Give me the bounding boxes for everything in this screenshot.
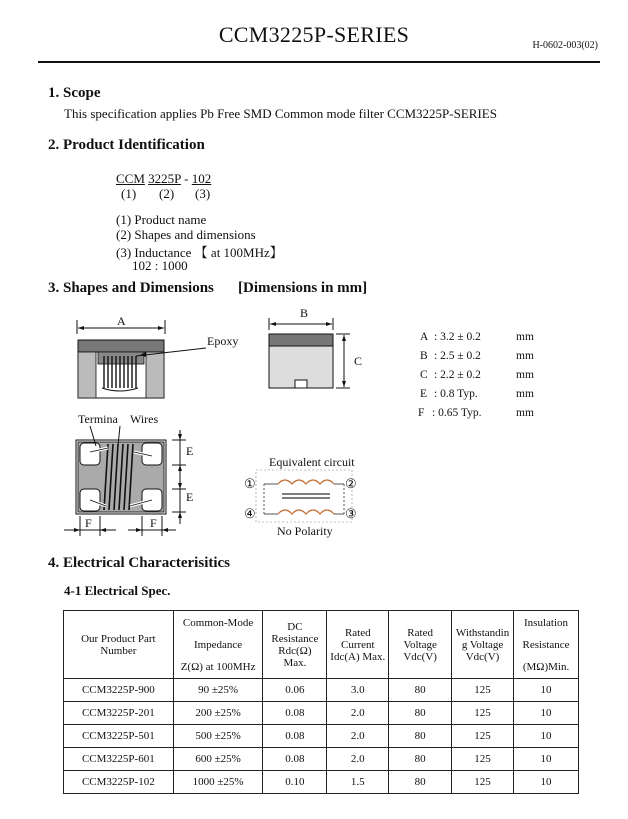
dimension-unit: mm	[516, 407, 534, 419]
cell-impedance: 600 ±25%	[173, 748, 263, 771]
label-f-right: F	[150, 516, 157, 530]
column-header-rated-voltage: Rated Voltage Vdc(V)	[389, 611, 452, 679]
cell-dc-resistance: 0.10	[263, 771, 327, 794]
scope-heading: 1. Scope	[48, 85, 101, 101]
code-separator: -	[184, 171, 189, 186]
cell-part-number: CCM3225P-201	[64, 702, 174, 725]
cell-dc-resistance: 0.08	[263, 725, 327, 748]
cell-insulation-resistance: 10	[514, 702, 579, 725]
cell-rated-current: 1.5	[327, 771, 389, 794]
legend-example: 102 : 1000	[132, 258, 188, 273]
column-header-impedance: Common-Mode Impedance Z(Ω) at 100MHz	[173, 611, 263, 679]
cell-rated-current: 2.0	[327, 702, 389, 725]
equivalent-circuit-drawing	[256, 470, 352, 522]
cell-withstanding-voltage: 125	[452, 748, 514, 771]
table-row	[64, 725, 579, 748]
label-equivalent-circuit: Equivalent circuit	[269, 455, 355, 469]
label-wires: Wires	[130, 412, 159, 426]
table-header-row	[64, 611, 579, 679]
cell-impedance: 200 ±25%	[173, 702, 263, 725]
electrical-spec-table	[63, 610, 579, 794]
label-terminal: Termina	[78, 412, 118, 426]
cell-impedance: 1000 ±25%	[173, 771, 263, 794]
dimension-row	[418, 407, 578, 426]
cell-withstanding-voltage: 125	[452, 702, 514, 725]
cell-dc-resistance: 0.08	[263, 702, 327, 725]
column-header-dc-resistance: DC Resistance Rdc(Ω) Max.	[263, 611, 327, 679]
dimension-unit: mm	[516, 388, 534, 400]
cell-withstanding-voltage: 125	[452, 771, 514, 794]
cell-insulation-resistance: 10	[514, 748, 579, 771]
table-row	[64, 679, 579, 702]
dimension-label: C	[420, 369, 428, 381]
shapes-heading: 3. Shapes and Dimensions	[48, 280, 214, 296]
cell-part-number: CCM3225P-900	[64, 679, 174, 702]
dimension-row	[418, 331, 578, 350]
pin-1-label: ①	[244, 476, 256, 491]
cell-rated-voltage: 80	[389, 771, 452, 794]
cell-impedance: 90 ±25%	[173, 679, 263, 702]
dimension-unit: mm	[516, 331, 534, 343]
column-header-part-number: Our Product Part Number	[64, 611, 174, 679]
cell-rated-voltage: 80	[389, 725, 452, 748]
dimension-label: E	[420, 388, 428, 400]
dimension-list	[418, 331, 578, 426]
code-part-shape: 3225P	[148, 171, 181, 186]
dimension-value: : 0.8 Typ.	[434, 388, 478, 400]
label-f-left: F	[85, 516, 92, 530]
code-index-1: (1)	[121, 186, 137, 201]
cell-part-number: CCM3225P-601	[64, 748, 174, 771]
label-c: C	[354, 354, 363, 368]
label-e-bottom: E	[186, 490, 194, 504]
shapes-unit-note: [Dimensions in mm]	[238, 280, 368, 296]
side-view-drawing	[77, 320, 206, 398]
cell-withstanding-voltage: 125	[452, 679, 514, 702]
code-index-2: (2)	[159, 186, 175, 201]
product-id-heading: 2. Product Identification	[48, 137, 205, 153]
dimension-value: : 2.5 ± 0.2	[434, 350, 481, 362]
dimension-label: F	[418, 407, 425, 419]
document-title: CCM3225P-SERIES	[218, 22, 410, 47]
bottom-view-drawing	[64, 426, 186, 536]
cell-rated-voltage: 80	[389, 748, 452, 771]
cell-part-number: CCM3225P-102	[64, 771, 174, 794]
label-e-top: E	[186, 444, 194, 458]
cell-part-number: CCM3225P-501	[64, 725, 174, 748]
column-header-withstanding-voltage: Withstandin g Voltage Vdc(V)	[452, 611, 514, 679]
dimension-value: : 0.65 Typ.	[432, 407, 482, 419]
document-number: H-0602-003(02)	[532, 40, 598, 51]
pin-3-label: ③	[345, 506, 357, 521]
cell-insulation-resistance: 10	[514, 679, 579, 702]
dimension-row	[418, 369, 578, 388]
cell-rated-current: 2.0	[327, 748, 389, 771]
code-part-name: CCM	[116, 171, 145, 186]
column-header-rated-current: Rated Current Idc(A) Max.	[327, 611, 389, 679]
cell-impedance: 500 ±25%	[173, 725, 263, 748]
cell-rated-current: 3.0	[327, 679, 389, 702]
dimension-row	[418, 350, 578, 369]
column-header-insulation-resistance: Insulation Resistance (MΩ)Min.	[514, 611, 579, 679]
code-part-inductance: 102	[191, 171, 212, 186]
dimension-label: A	[420, 331, 429, 343]
code-index-3: (3)	[195, 186, 211, 201]
legend-item-1: (1) Product name	[116, 212, 207, 227]
table-row	[64, 702, 579, 725]
table-row	[64, 748, 579, 771]
dimension-unit: mm	[516, 369, 534, 381]
table-row	[64, 771, 579, 794]
cell-insulation-resistance: 10	[514, 725, 579, 748]
dimension-value: : 2.2 ± 0.2	[434, 369, 481, 381]
electrical-heading: 4. Electrical Characterisitics	[48, 555, 231, 571]
cell-withstanding-voltage: 125	[452, 725, 514, 748]
dimension-row	[418, 388, 578, 407]
front-view-drawing	[269, 318, 350, 388]
cell-rated-voltage: 80	[389, 679, 452, 702]
cell-rated-voltage: 80	[389, 702, 452, 725]
label-a: A	[117, 314, 126, 328]
electrical-subheading: 4-1 Electrical Spec.	[64, 583, 171, 598]
dimension-label: B	[420, 350, 428, 362]
dimension-value: : 3.2 ± 0.2	[434, 331, 481, 343]
cell-dc-resistance: 0.06	[263, 679, 327, 702]
pin-4-label: ④	[244, 506, 256, 521]
legend-item-2: (2) Shapes and dimensions	[116, 227, 256, 242]
legend-item-3: (3) Inductance 【 at 100MHz】	[116, 245, 283, 260]
cell-dc-resistance: 0.08	[263, 748, 327, 771]
scope-text: This specification applies Pb Free SMD Common mode filter CCM3225P-SERIES	[64, 106, 497, 121]
cell-rated-current: 2.0	[327, 725, 389, 748]
pin-2-label: ②	[345, 476, 357, 491]
label-no-polarity: No Polarity	[277, 524, 333, 538]
cell-insulation-resistance: 10	[514, 771, 579, 794]
label-epoxy: Epoxy	[207, 334, 239, 348]
label-b: B	[300, 306, 309, 320]
dimension-unit: mm	[516, 350, 534, 362]
